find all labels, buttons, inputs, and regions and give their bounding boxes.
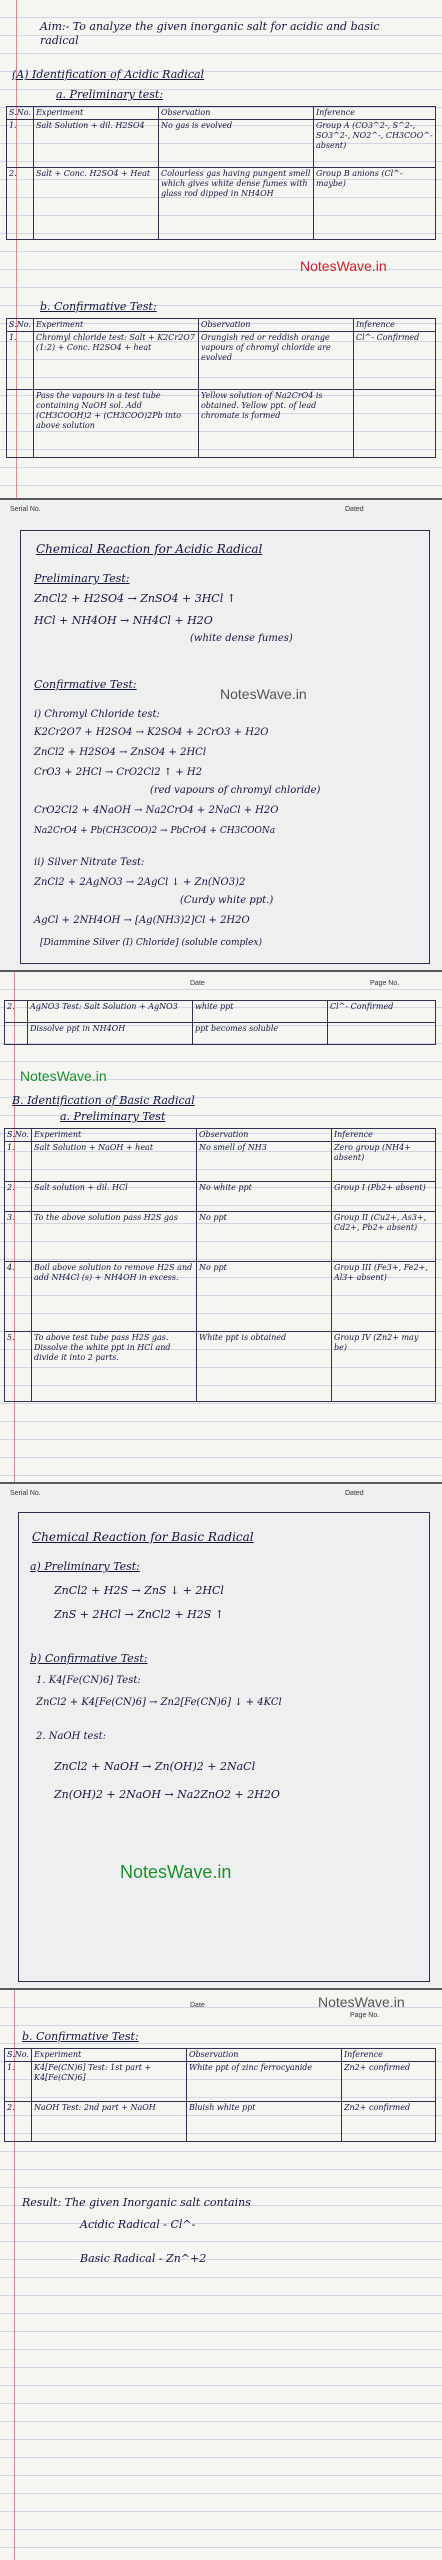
- cell-inference: [353, 390, 435, 458]
- header-observation: Observation: [158, 107, 313, 120]
- confirmative-test-heading: Confirmative Test:: [34, 678, 137, 691]
- watermark: NotesWave.in: [300, 258, 387, 274]
- basic-radical-confirmative-table: [4, 2048, 436, 2142]
- watermark: NotesWave.in: [20, 1068, 107, 1084]
- equation-note: (white dense fumes): [190, 633, 293, 644]
- equation-line: ZnCl2 + H2S → ZnS ↓ + 2HCl: [54, 1584, 224, 1597]
- cell-sno: 1.: [7, 332, 34, 390]
- section-a-heading: (A) Identification of Acidic Radical: [12, 68, 205, 81]
- page-no-label: Page No.: [370, 980, 400, 987]
- cell-observation: White ppt of zinc ferrocyanide: [186, 2062, 341, 2102]
- silver-nitrate-table: [4, 1000, 436, 1045]
- header-experiment: Experiment: [31, 1129, 196, 1142]
- cell-inference: [328, 1023, 436, 1045]
- page-title: Chemical Reaction for Acidic Radical: [36, 542, 263, 556]
- equation-note: (Curdy white ppt.): [180, 895, 274, 906]
- serial-no-label: Serial No.: [10, 506, 41, 513]
- equation-line: CrO3 + 2HCl → CrO2Cl2 ↑ + H2: [34, 767, 202, 778]
- header-inference: Inference: [341, 2049, 435, 2062]
- cell-sno: 1.: [5, 2062, 32, 2102]
- cell-experiment: Chromyl chloride test: Salt + K2Cr2O7 (1:2) + Conc. H2SO4 + heat: [33, 332, 198, 390]
- aim-line: Aim:- To analyze the given inorganic salt for acidic and basic radical: [40, 20, 380, 47]
- notebook-page-2: [0, 500, 442, 970]
- cell-experiment: Salt + Conc. H2SO4 + Heat: [33, 168, 158, 240]
- table-header-row: [5, 1129, 436, 1142]
- watermark: NotesWave.in: [318, 1994, 405, 2010]
- table-header-row: [7, 319, 436, 332]
- table-row: [5, 2102, 436, 2142]
- table-row: [5, 1212, 436, 1262]
- header-observation: Observation: [186, 2049, 341, 2062]
- result-acidic-radical: Acidic Radical - Cl^-: [80, 2218, 196, 2231]
- confirmative-test-heading: b) Confirmative Test:: [30, 1652, 148, 1665]
- cell-inference: Group II (Cu2+, As3+, Cd2+, Pb2+ absent): [331, 1212, 435, 1262]
- cell-inference: Group I (Pb2+ absent): [331, 1182, 435, 1212]
- header-inference: Inference: [353, 319, 435, 332]
- cell-experiment: Pass the vapours in a test tube containing NaOH sol. Add (CH3COOH)2 + (CH3COO)2Pb into above solution: [33, 390, 198, 458]
- confirmative-test-heading: b. Confirmative Test:: [40, 300, 157, 313]
- cell-sno: [5, 1023, 28, 1045]
- cell-experiment: K4[Fe(CN)6] Test: 1st part + K4[Fe(CN)6]: [31, 2062, 186, 2102]
- notebook-page-5: [0, 1990, 442, 2560]
- cell-observation: Orangish red or reddish orange vapours of chromyl chloride are evolved: [198, 332, 353, 390]
- equation-line: Zn(OH)2 + 2NaOH → Na2ZnO2 + 2H2O: [54, 1788, 280, 1801]
- cell-inference: Zn2+ confirmed: [341, 2102, 435, 2142]
- preliminary-test-heading: a. Preliminary Test: [60, 1110, 166, 1123]
- cell-observation: Yellow solution of Na2CrO4 is obtained. Yellow ppt. of lead chromate is formed: [198, 390, 353, 458]
- cell-experiment: Boil above solution to remove H2S and add NH4Cl (s) + NH4OH in excess.: [31, 1262, 196, 1332]
- header-sno: S.No.: [5, 1129, 32, 1142]
- confirmative-test-table: [6, 318, 436, 458]
- header-experiment: Experiment: [33, 319, 198, 332]
- cell-observation: No ppt: [196, 1212, 331, 1262]
- cell-observation: No gas is evolved: [158, 120, 313, 168]
- result-heading: Result: The given Inorganic salt contains: [22, 2196, 251, 2209]
- section-b-heading: B. Identification of Basic Radical: [12, 1094, 195, 1107]
- table-row: [5, 1262, 436, 1332]
- cell-observation: white ppt: [193, 1001, 328, 1023]
- cell-sno: 2.: [5, 1001, 28, 1023]
- preliminary-test-heading: Preliminary Test:: [34, 572, 130, 585]
- cell-sno: 2.: [7, 168, 34, 240]
- watermark: NotesWave.in: [120, 1862, 232, 1882]
- cell-observation: White ppt is obtained: [196, 1332, 331, 1402]
- serial-no-label: Serial No.: [10, 1490, 41, 1497]
- confirmative-test-heading: b. Confirmative Test:: [22, 2030, 139, 2043]
- table-header-row: [5, 2049, 436, 2062]
- cell-observation: Bluish white ppt: [186, 2102, 341, 2142]
- cell-experiment: NaOH Test: 2nd part + NaOH: [31, 2102, 186, 2142]
- equation-line: CrO2Cl2 + 4NaOH → Na2CrO4 + 2NaCl + H2O: [34, 805, 279, 816]
- equation-line: ZnCl2 + H2SO4 → ZnSO4 + 2HCl: [34, 747, 207, 758]
- notebook-page-4: [0, 1484, 442, 1988]
- cell-inference: Group A (CO3^2-, S^2-, SO3^2-, NO2^-, CH3COO^- absent): [313, 120, 435, 168]
- date-label: Date: [190, 2002, 205, 2009]
- cell-experiment: Salt Solution + dil. H2SO4: [33, 120, 158, 168]
- date-label: Date: [190, 980, 205, 987]
- cell-sno: 4.: [5, 1262, 32, 1332]
- notebook-page-1: [0, 0, 442, 498]
- header-inference: Inference: [331, 1129, 435, 1142]
- table-row: [5, 1142, 436, 1182]
- table-row: [7, 120, 436, 168]
- cell-sno: 1.: [5, 1142, 32, 1182]
- table-row: [7, 390, 436, 458]
- equation-note: (red vapours of chromyl chloride): [150, 785, 321, 796]
- equation-line: ZnS + 2HCl → ZnCl2 + H2S ↑: [54, 1608, 224, 1621]
- page-border: [18, 1512, 430, 1982]
- subheading-naoh: 2. NaOH test:: [36, 1731, 106, 1742]
- table-row: [7, 168, 436, 240]
- page-title: Chemical Reaction for Basic Radical: [32, 1530, 254, 1544]
- cell-observation: ppt becomes soluble: [193, 1023, 328, 1045]
- cell-sno: 3.: [5, 1212, 32, 1262]
- equation-line: ZnCl2 + H2SO4 → ZnSO4 + 3HCl ↑: [34, 592, 236, 605]
- equation-line: K2Cr2O7 + H2SO4 → K2SO4 + 2CrO3 + H2O: [34, 727, 269, 738]
- basic-radical-preliminary-table: [4, 1128, 436, 1402]
- table-header-row: [7, 107, 436, 120]
- table-row: [5, 1001, 436, 1023]
- header-experiment: Experiment: [33, 107, 158, 120]
- cell-experiment: Salt solution + dil. HCl: [31, 1182, 196, 1212]
- cell-experiment: To the above solution pass H2S gas: [31, 1212, 196, 1262]
- header-sno: S.No.: [7, 319, 34, 332]
- table-row: [5, 2062, 436, 2102]
- subheading-chromyl: i) Chromyl Chloride test:: [34, 709, 160, 720]
- cell-sno: [7, 390, 34, 458]
- equation-note: [Diammine Silver (I) Chloride] (soluble complex): [40, 938, 263, 948]
- cell-observation: No white ppt: [196, 1182, 331, 1212]
- cell-sno: 2.: [5, 2102, 32, 2142]
- cell-sno: 1.: [7, 120, 34, 168]
- cell-inference: Cl^- Confirmed: [353, 332, 435, 390]
- table-row: [7, 332, 436, 390]
- equation-line: Na2CrO4 + Pb(CH3COO)2 → PbCrO4 + CH3COONa: [34, 826, 276, 836]
- header-observation: Observation: [198, 319, 353, 332]
- cell-experiment: Salt Solution + NaOH + heat: [31, 1142, 196, 1182]
- cell-experiment: Dissolve ppt in NH4OH: [28, 1023, 193, 1045]
- cell-inference: Group IV (Zn2+ may be): [331, 1332, 435, 1402]
- cell-inference: Group B anions (Cl^- maybe): [313, 168, 435, 240]
- cell-observation: Colourless gas having pungent smell which gives white dense fumes with glass rod dipped in NH4OH: [158, 168, 313, 240]
- preliminary-test-heading: a. Preliminary test:: [56, 88, 164, 101]
- header-sno: S.No.: [7, 107, 34, 120]
- dated-label: Dated: [345, 1490, 364, 1497]
- dated-label: Dated: [345, 506, 364, 513]
- header-experiment: Experiment: [31, 2049, 186, 2062]
- cell-inference: Zn2+ confirmed: [341, 2062, 435, 2102]
- cell-experiment: AgNO3 Test: Salt Solution + AgNO3: [28, 1001, 193, 1023]
- cell-inference: Group III (Fe3+, Fe2+, Al3+ absent): [331, 1262, 435, 1332]
- equation-line: ZnCl2 + NaOH → Zn(OH)2 + 2NaCl: [54, 1760, 256, 1773]
- equation-line: AgCl + 2NH4OH → [Ag(NH3)2]Cl + 2H2O: [34, 915, 250, 926]
- page-no-label: Page No.: [350, 2012, 380, 2019]
- subheading-silver-nitrate: ii) Silver Nitrate Test:: [34, 857, 145, 868]
- table-row: [5, 1182, 436, 1212]
- cell-inference: Zero group (NH4+ absent): [331, 1142, 435, 1182]
- cell-sno: 5.: [5, 1332, 32, 1402]
- cell-sno: 2.: [5, 1182, 32, 1212]
- subheading-ferrocyanide: 1. K4[Fe(CN)6] Test:: [36, 1675, 141, 1686]
- preliminary-test-table: [6, 106, 436, 240]
- header-sno: S.No.: [5, 2049, 32, 2062]
- equation-line: ZnCl2 + K4[Fe(CN)6] → Zn2[Fe(CN)6] ↓ + 4KCl: [36, 1697, 282, 1708]
- header-inference: Inference: [313, 107, 435, 120]
- cell-observation: No ppt: [196, 1262, 331, 1332]
- cell-experiment: To above test tube pass H2S gas. Dissolve the white ppt in HCl and divide it into 2 parts.: [31, 1332, 196, 1402]
- table-row: [5, 1023, 436, 1045]
- cell-observation: No smell of NH3: [196, 1142, 331, 1182]
- result-basic-radical: Basic Radical - Zn^+2: [80, 2252, 207, 2265]
- notebook-page-3: [0, 972, 442, 1482]
- equation-line: HCl + NH4OH → NH4Cl + H2O: [34, 614, 213, 627]
- header-observation: Observation: [196, 1129, 331, 1142]
- preliminary-test-heading: a) Preliminary Test:: [30, 1560, 140, 1573]
- equation-line: ZnCl2 + 2AgNO3 → 2AgCl ↓ + Zn(NO3)2: [34, 877, 246, 888]
- watermark: NotesWave.in: [220, 686, 307, 702]
- table-row: [5, 1332, 436, 1402]
- cell-inference: Cl^- Confirmed: [328, 1001, 436, 1023]
